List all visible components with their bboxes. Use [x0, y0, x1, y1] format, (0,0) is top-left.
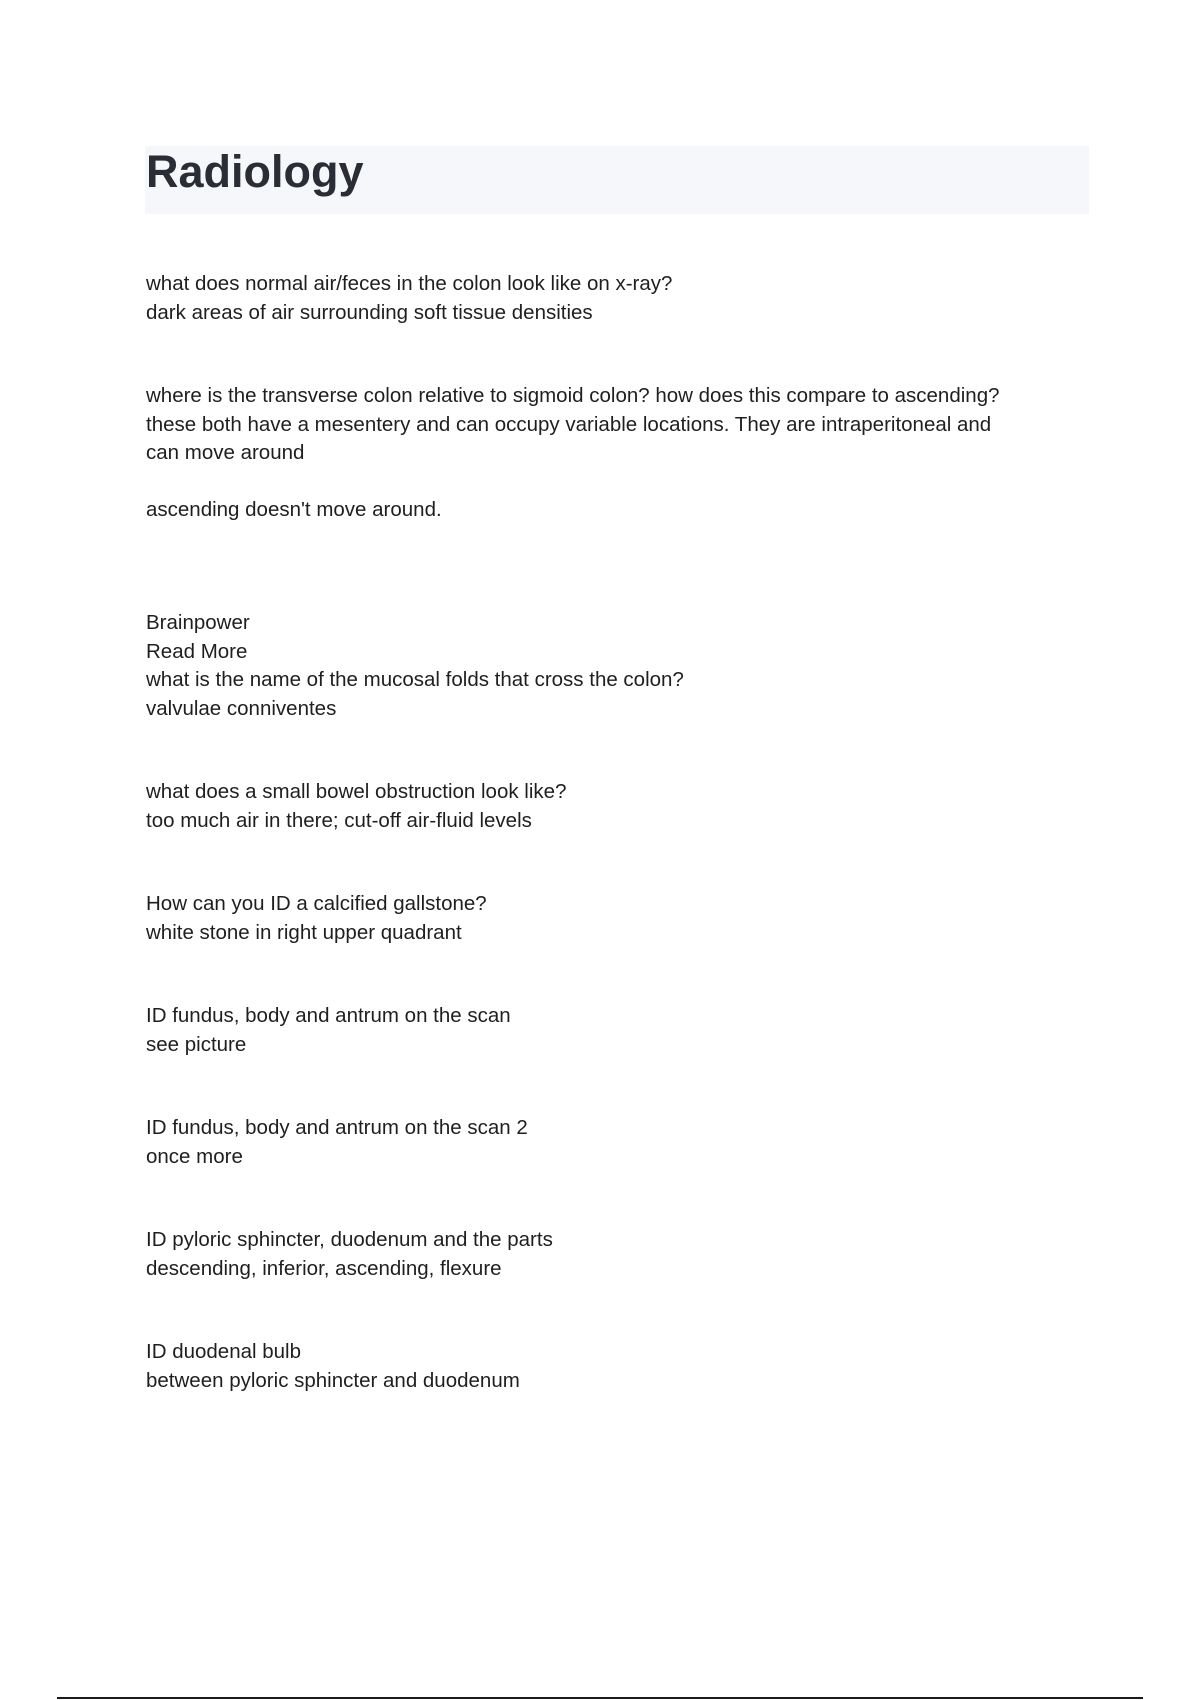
- flashcard-1: [146, 270, 1096, 327]
- question: what is the name of the mucosal folds that cross the colon?: [146, 668, 684, 691]
- question: where is the transverse colon relative to sigmoid colon? how does this compare to ascending?: [146, 384, 1000, 407]
- answer-note: ascending doesn't move around.: [146, 497, 442, 521]
- flashcard-3: [146, 609, 1096, 723]
- answer: once more: [146, 1144, 243, 1168]
- question: ID fundus, body and antrum on the scan: [146, 1004, 511, 1027]
- flashcard-8: [146, 1226, 1096, 1283]
- bottom-rule: [57, 1697, 1143, 1699]
- answer: see picture: [146, 1032, 247, 1056]
- page-title: Radiology: [146, 146, 364, 197]
- answer: too much air in there; cut-off air-fluid levels: [146, 808, 532, 832]
- question: How can you ID a calcified gallstone?: [146, 892, 487, 915]
- question: ID fundus, body and antrum on the scan 2: [146, 1116, 528, 1139]
- answer-continued: can move around: [146, 441, 305, 464]
- brand-label: Brainpower: [146, 611, 250, 634]
- answer: dark areas of air surrounding soft tissue densities: [146, 300, 593, 324]
- read-more-link[interactable]: Read More: [146, 639, 248, 663]
- answer: these both have a mesentery and can occupy variable locations. They are intraperitoneal and: [146, 412, 992, 436]
- flashcard-2: [146, 382, 1096, 524]
- flashcard-9: [146, 1338, 1096, 1395]
- answer: white stone in right upper quadrant: [146, 920, 462, 944]
- answer: valvulae conniventes: [146, 696, 337, 720]
- flashcard-7: [146, 1114, 1096, 1171]
- flashcard-4: [146, 778, 1096, 835]
- flashcard-5: [146, 890, 1096, 947]
- question: ID pyloric sphincter, duodenum and the parts: [146, 1228, 553, 1251]
- question: what does normal air/feces in the colon look like on x-ray?: [146, 272, 673, 295]
- flashcard-list: [146, 270, 1096, 1395]
- question: ID duodenal bulb: [146, 1340, 302, 1363]
- question: what does a small bowel obstruction look like?: [146, 780, 567, 803]
- answer: between pyloric sphincter and duodenum: [146, 1368, 520, 1392]
- flashcard-6: [146, 1002, 1096, 1059]
- answer: descending, inferior, ascending, flexure: [146, 1256, 502, 1280]
